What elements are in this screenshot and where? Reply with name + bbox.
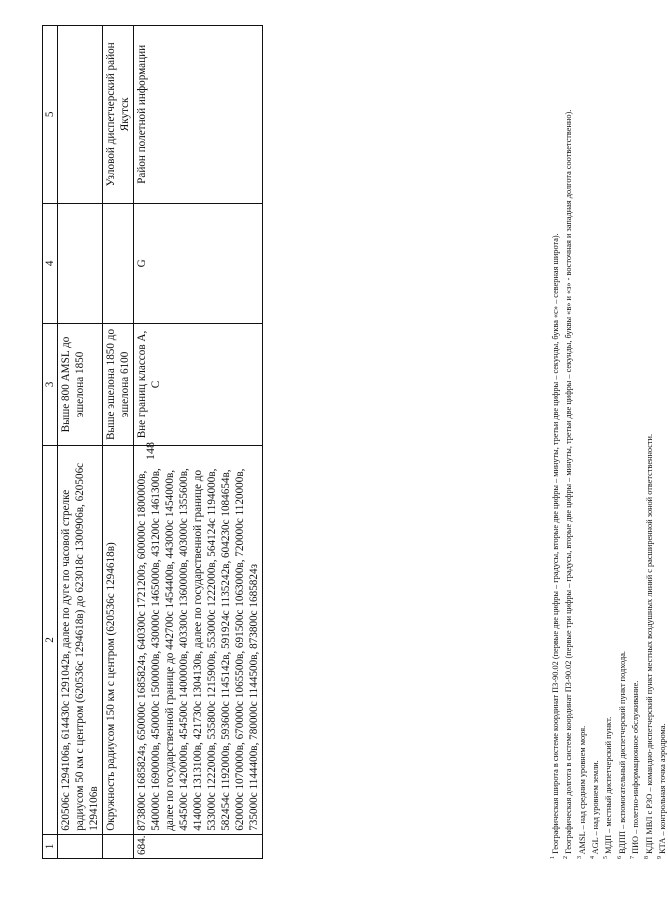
footnote: $^1$ Географическая широта в системе координат ПЗ-90.02 (первые две цифры – градусы, вторые две цифры – минуты, третьи две цифры – секунды, буква «с» – северная широта). (550, 233, 560, 859)
unit-cell: Узловой диспетчерский район Якутск (103, 26, 134, 204)
unit-cell: Район полетной информации (134, 26, 263, 204)
footnote: $^9$ КТА – контрольная точка аэродрома. (656, 723, 667, 859)
altitude-cell: Вне границ классов A, C (134, 323, 263, 445)
footnotes (548, 14, 668, 859)
footnote: $^4$ AGL – над уровнем земли. (590, 760, 600, 859)
class-cell (103, 203, 134, 323)
table-row (103, 26, 134, 859)
header-cell: 2 (43, 446, 58, 835)
boundary-cell: 873800с 1685824з, 650000с 1685824з, 640300с 1721200з, 600000с 1800000в, 540000с 1690000в, 450000с 1500000в, 430000с 1465000в, 431200с 1461300в, далее по государственной границе до 442700с 1454400в, 443000с 1454000в, 454500с 1420000в, 454500с 1400000в, 403300с 1360000в, 403000с 1355600в, 414000с 1313100в, 421730с 1304130в, далее по государственной границе до 533000с 1222000в, 535800с 1215900в, 553000с 1222000в, 564124с 1194000в, 582454с 1192000в, 593600с 1145142в, 591924с 1135242в, 604230с 1084654в, 620000с 1070000в, 670000с 1065500в, 691500с 1063000в, 720000с 1120000в, 735000с 1144400в, 780000с 1144500в, 873800с 1685824з (134, 446, 263, 835)
footnote: $^2$ Географическая долгота в системе координат ПЗ-90.02 (первые три цифры – градусы, вторые две цифры – минуты, третьи две цифры – секунды, буквы «в» и «з» - восточная и западная долгота соответственно). (563, 109, 574, 859)
altitude-cell: Выше 800 AMSL до эшелона 1850 (58, 323, 103, 445)
airspace-table (42, 25, 263, 859)
page-number: 148 (143, 442, 157, 460)
boundary-cell: Окружность радиусом 150 км с центром (620536с 1294618в) (103, 446, 134, 835)
footnote: $^3$ AMSL – над средним уровнем моря. (576, 725, 587, 859)
class-cell: G (134, 203, 263, 323)
header-cell: 4 (43, 203, 58, 323)
footnote: $^7$ ПИО – полетно-информационное обслуживание. (630, 680, 640, 859)
header-cell: 1 (43, 834, 58, 858)
table-row (58, 26, 103, 859)
table-header-row (43, 26, 58, 859)
altitude-cell: Выше эшелона 1850 до эшелона 6100 (103, 323, 134, 445)
footnote: $^5$ МДП – местный диспетчерский пункт. (603, 716, 614, 859)
header-cell: 5 (43, 26, 58, 204)
row-number: 684. (134, 834, 263, 858)
row-number (103, 834, 134, 858)
class-cell (58, 203, 103, 323)
row-number (58, 834, 103, 858)
boundary-cell: 620506с 1294106в, 614430с 1291042в, далее по дуге по часовой стрелке радиусом 50 км с центром (620536с 1294618в) до 623018с 1300906в, 620506с 1294106в (58, 446, 103, 835)
table-row (134, 26, 263, 859)
unit-cell (58, 26, 103, 204)
header-cell: 3 (43, 323, 58, 445)
footnote: $^6$ ВДПП – вспомогательный диспетчерский пункт подхода. (616, 651, 627, 859)
footnote: $^8$ КДП МВЛ с РЗО – командно-диспетчерский пункт местных воздушных линий с расширенной зоной ответственности. (643, 433, 654, 859)
